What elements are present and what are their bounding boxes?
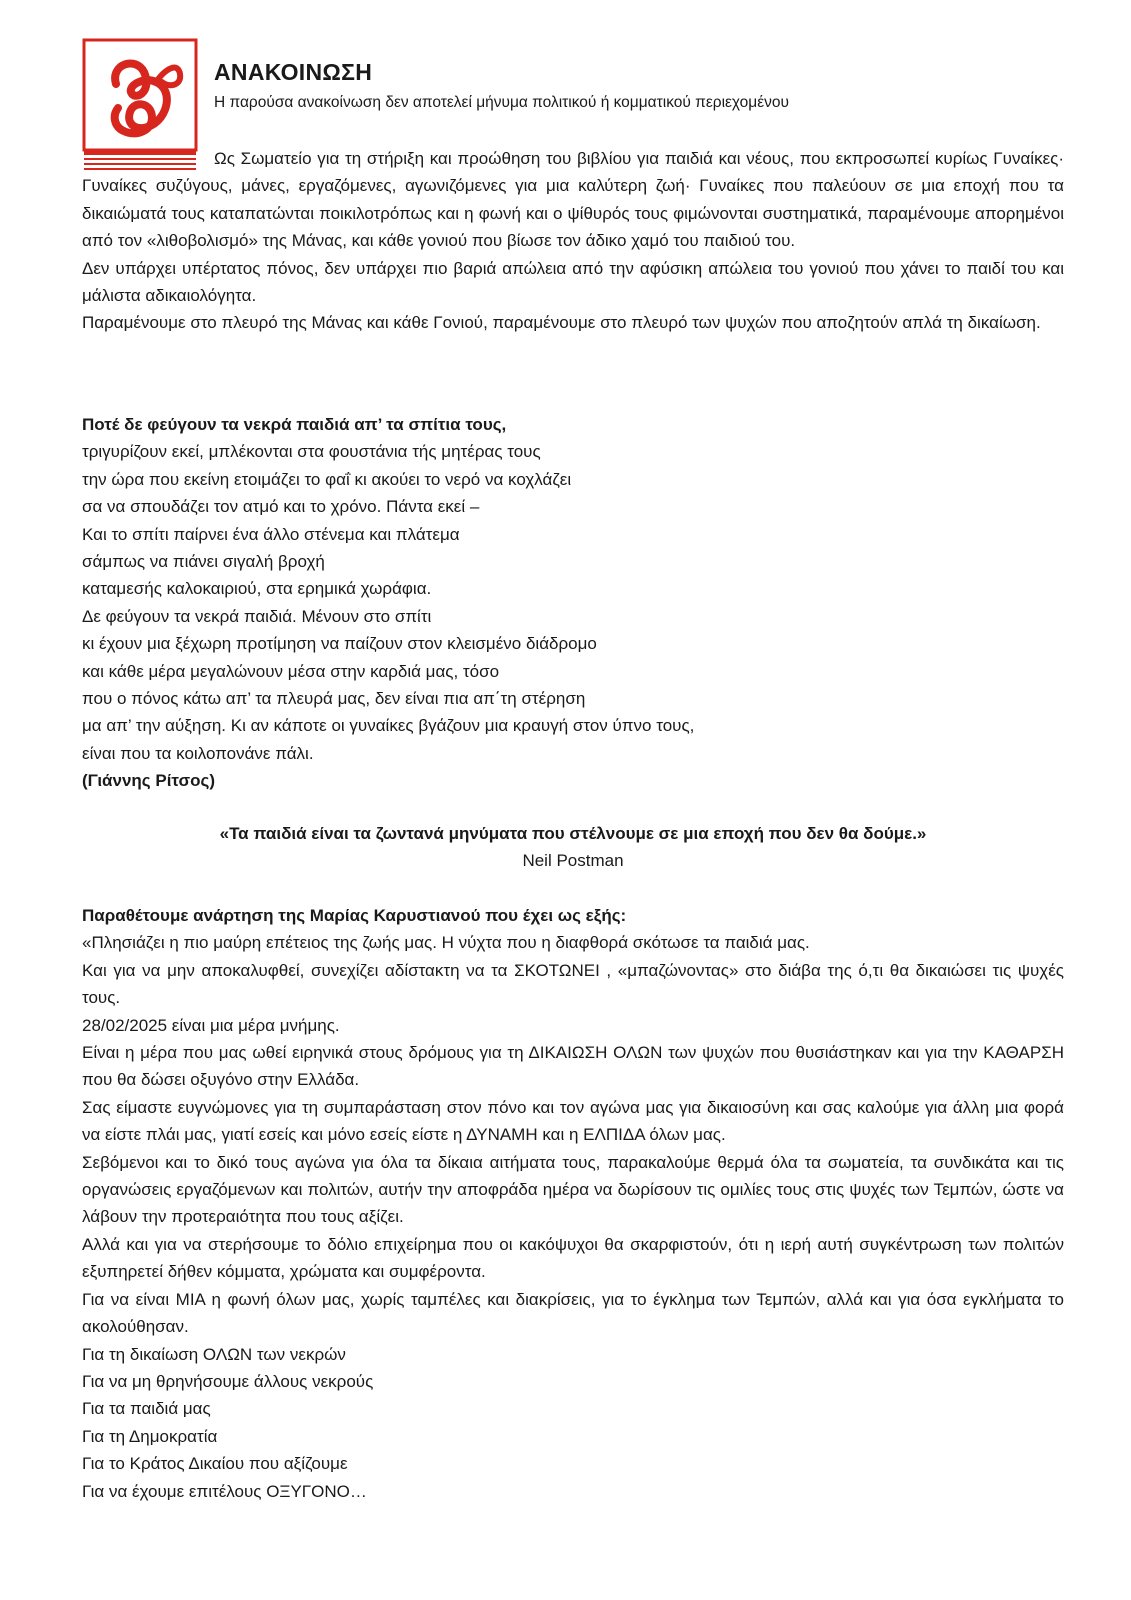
post-paragraph: Για το Κράτος Δικαίου που αξίζουμε [82,1454,348,1474]
post-paragraph: Σεβόμενοι και το δικό τους αγώνα για όλα τα δίκαια αιτήματα τους, παρακαλούμε θερμά όλα τα σωματεία, τα συνδικάτα και τις οργανώσεις εργαζόμενων και πολιτών, αυτήν την αποφράδα ημέρα να δωρίσουν τις ομιλίες τους στις ψυχές των Τεμπών, ώστε να λάβουν την προτεραιότητα που τους αξίζει. [82,1152,1064,1227]
poem-line: κι έχουν μια ξέχωρη προτίμηση να παίζουν στον κλεισμένο διάδρομο [82,634,597,654]
post-paragraph: Σας είμαστε ευγνώμονες για τη συμπαράσταση στον πόνο και τον αγώνα μας για δικαιοσύνη και σας καλούμε για άλλη μια φορά να είστε πλάι μας, γιατί εσείς και μόνο εσείς είστε η ΔΥΝΑΜΗ και η ΕΛΠΙΔΑ όλων μας. [82,1097,1064,1145]
poem-line: Δε φεύγουν τα νεκρά παιδιά. Μένουν στο σπίτι [82,606,432,626]
post-paragraph: Για τη Δημοκρατία [82,1426,218,1446]
intro-paragraph-1 [82,145,1064,255]
post-paragraph: Για τη δικαίωση ΟΛΩΝ των νεκρών [82,1344,346,1364]
poem-section [82,411,1064,795]
post-paragraph: Για τα παιδιά μας [82,1399,211,1419]
poem-line: τριγυρίζουν εκεί, μπλέκονται στα φουστάνια τής μητέρας τους [82,442,541,462]
post-heading: Παραθέτουμε ανάρτηση της Μαρίας Καρυστιανού που έχει ως εξής: [82,906,627,925]
post-paragraph: Είναι η μέρα που μας ωθεί ειρηνικά στους δρόμους για τη ΔΙΚΑΙΩΣΗ ΟΛΩΝ των ψυχών που θυσιάστηκαν και για την ΚΑΘΑΡΣΗ που θα δώσει οξυγόνο στην Ελλάδα. [82,1043,1064,1090]
poem-line: Και το σπίτι παίρνει ένα άλλο στένεμα και πλάτεμα [82,524,460,544]
post-paragraph: «Πλησιάζει η πιο μαύρη επέτειος της ζωής μας. Η νύχτα που η διαφθορά σκότωσε τα παιδιά μας. [82,933,810,953]
intro-paragraph-3: Παραμένουμε στο πλευρό της Μάνας και κάθε Γονιού, παραμένουμε στο πλευρό των ψυχών που αποζητούν απλά τη δικαίωση. [82,313,1041,333]
poem-line: σα να σπουδάζει τον ατμό και το χρόνο. Πάντα εκεί – [82,497,480,517]
quote-section [82,820,1064,875]
intro-section [82,145,1064,337]
post-paragraph: Για να μη θρηνήσουμε άλλους νεκρούς [82,1371,374,1391]
poem-line: που ο πόνος κάτω απ’ τα πλευρά μας, δεν είναι πια απ΄τη στέρηση [82,689,586,709]
post-paragraph: Για να έχουμε επιτέλους ΟΞΥΓΟΝΟ… [82,1481,367,1501]
poem-author: (Γιάννης Ρίτσος) [82,771,216,791]
intro-paragraph-2: Δεν υπάρχει υπέρτατος πόνος, δεν υπάρχει πιο βαριά απώλεια από την αφύσικη απώλεια του γονιού που χάνει το παιδί του και μάλιστα αδικαιολόγητα. [82,258,1064,306]
disclaimer-subtitle: Η παρούσα ανακοίνωση δεν αποτελεί μήνυμα πολιτικού ή κομματικού περιεχομένου [214,94,789,111]
quote-author: Neil Postman [522,851,624,871]
poem-line: είναι που τα κοιλοπονάνε πάλι. [82,743,314,763]
poem-line: σάμπως να πιάνει σιγαλή βροχή [82,552,325,572]
post-paragraph: Για να είναι ΜΙΑ η φωνή όλων μας, χωρίς ταμπέλες και διακρίσεις, για το έγκλημα των Τεμπών, αλλά και για όσα εγκλήματα το ακολούθησαν. [82,1289,1064,1337]
intro-paragraph-1-text: Ως Σωματείο για τη στήριξη και προώθηση του βιβλίου για παιδιά και νέους, που εκπροσωπεί κυρίως Γυναίκες· Γυναίκες συζύγους, μάνες, εργαζόμενες, αγωνιζόμενες για μια καλύτερη ζωή· Γυναίκες που παλεύουν σε μια εποχή που τα δικαιώματά τους καταπατώνται ποικιλοτρόπως και η φωνή και ο ψίθυρός τους φιμώνονται συστηματικά, παραμένουμε απορημένοι από τον «λιθοβολισμό» της Μάνας, και κάθε γονιού που βίωσε τον άδικο χαμό του παιδιού του. [82,149,1064,251]
post-paragraph: Και για να μην αποκαλυφθεί, συνεχίζει αδίστακτη να τα ΣΚΟΤΩΝΕΙ , «μπαζώνοντας» στο διάβα της ό,τι θα δικαιώσει τις ψυχές τους. [82,960,1064,1008]
poem-title: Ποτέ δε φεύγουν τα νεκρά παιδιά απ’ τα σπίτια τους, [82,415,507,434]
post-paragraph: Αλλά και για να στερήσουμε το δόλιο επιχείρημα που οι κακόψυχοι θα σκαρφιστούν, ότι η ιερή αυτή συγκέντρωση των πολιτών εξυπηρετεί δήθεν κόμματα, χρώματα και συμφέροντα. [82,1234,1064,1282]
poem-line: και κάθε μέρα μεγαλώνουν μέσα στην καρδιά μας, τόσο [82,661,500,681]
post-paragraph: 28/02/2025 είναι μια μέρα μνήμης. [82,1015,340,1035]
announcement-header [214,58,1064,114]
poem-line: μα απ’ την αύξηση. Κι αν κάποτε οι γυναίκες βγάζουν μια κραυγή στον ύπνο τους, [82,716,695,736]
poem-line: την ώρα που εκείνη ετοιμάζει το φαΐ κι ακούει το νερό να κοχλάζει [82,469,572,489]
page-title: ΑΝΑΚΟΙΝΩΣΗ [214,59,373,85]
post-section [82,902,1064,1505]
poem-line: καταμεσής καλοκαιριού, στα ερημικά χωράφια. [82,579,432,599]
quote-text: «Τα παιδιά είναι τα ζωντανά μηνύματα που στέλνουμε σε μια εποχή που δεν θα δούμε.» [219,824,927,843]
